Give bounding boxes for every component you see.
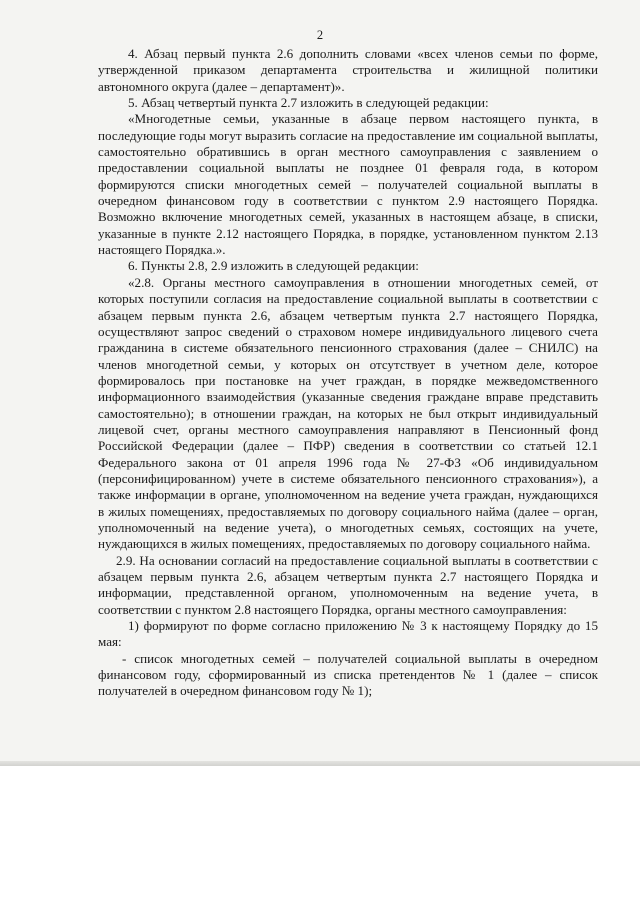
paragraph-recipients-list: - список многодетных семей – получателей социальной выплаты в очередном финансовом году, сформированный из списка претендентов № 1 (далее – список получателей в очередном финансовом году № 1); xyxy=(98,650,598,699)
page-number: 2 xyxy=(316,28,324,42)
paragraph-clause-2-9: 2.9. На основании согласий на предоставление социальной выплаты в соответствии с абзацем первым пункта 2.6, абзацем четвертым пункта 2.7 настоящего Порядка и информации, представленной органом, уполномоченным на ведение учета, в соответствии с пунктом 2.8 настоящего Порядка, органы местного самоуправления: xyxy=(98,552,598,617)
paragraph-amendment-6: 6. Пункты 2.8, 2.9 изложить в следующей редакции: xyxy=(128,258,419,274)
paragraph-amendment-5: 5. Абзац четвертый пункта 2.7 изложить в следующей редакции: xyxy=(128,95,489,111)
paragraph-amendment-4: 4. Абзац первый пункта 2.6 дополнить словами «всех членов семьи по форме, утвержденной приказом департамента строительства и жилищной политики автономного округа (далее – департамент)». xyxy=(98,46,598,94)
document-body xyxy=(98,46,598,700)
paragraph-large-families-quote: «Многодетные семьи, указанные в абзаце первом настоящего пункта, в последующие годы могут выразить согласие на предоставление им социальной выплаты, самостоятельно обратившись в орган местного самоуправления с заявлением о предоставлении социальной выплаты не позднее 01 февраля года, в котором формируются списки многодетных семей – получателей социальной выплаты в очередном финансовом году в соответствии с пунктом 2.9 настоящего Порядка. Возможно включение многодетных семей, указанных в настоящем абзаце, в списки, указанные в пункте 2.12 настоящего Порядка, в порядке, установленном пунктом 2.13 настоящего Порядка.». xyxy=(98,111,598,258)
paragraph-list-item-1: 1) формируют по форме согласно приложению № 3 к настоящему Порядку до 15 мая: xyxy=(98,618,598,650)
scan-bottom-edge xyxy=(0,761,640,766)
paragraph-clause-2-8: «2.8. Органы местного самоуправления в отношении многодетных семей, от которых поступили согласия на предоставление социальной выплаты в соответствии с абзацем первым пункта 2.6, абзацем четвертым пункта 2.7 настоящего Порядка, осуществляют запрос сведений о страховом номере индивидуального лицевого счета гражданина в системе обязательного пенсионного страхования (далее – СНИЛС) на членов многодетной семьи, у которых он отсутствует в учетном деле, которое формировалось при постановке на учет граждан, в порядке межведомственного информационного взаимодействия (указанные сведения граждане вправе представить самостоятельно); в отношении граждан, на которых не был открыт индивидуальный лицевой счет, органы местного самоуправления направляют в Пенсионный фонд Российской Федерации (далее – ПФР) сведения в соответствии со статьей 12.1 Федерального закона от 01 апреля 1996 года № 27-ФЗ «Об индивидуальном (персонифицированном) учете в системе обязательного пенсионного страхования»), а также информации в органе, уполномоченном на ведение учета граждан, нуждающихся в жилых помещениях, предоставляемых по договору социального найма (далее – орган, уполномоченный на ведение учета), о многодетных семьях, состоящих на учете, нуждающихся в жилых помещениях, предоставляемых по договору социального найма. xyxy=(98,274,598,552)
